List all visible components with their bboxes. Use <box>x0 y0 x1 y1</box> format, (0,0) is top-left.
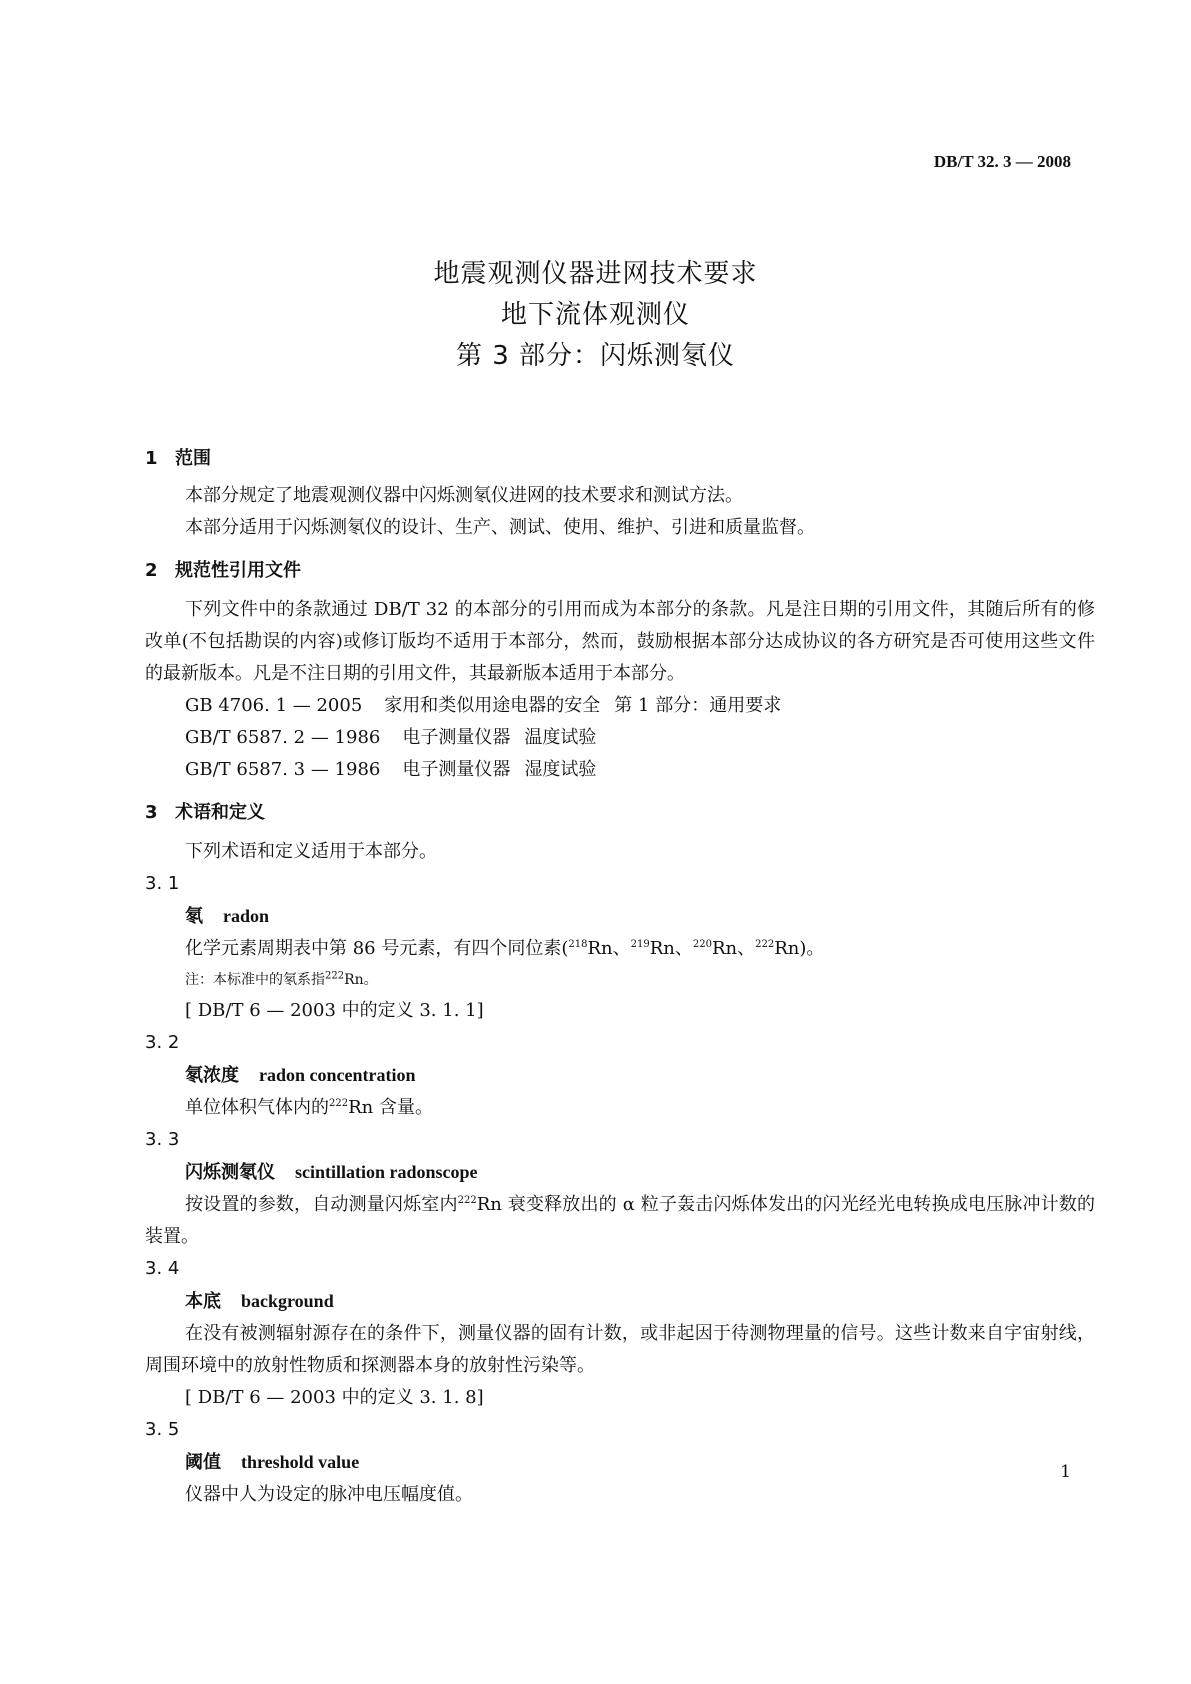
section-title: 范围 <box>175 448 211 469</box>
term-en: radon concentration <box>259 1065 416 1085</box>
section-title: 规范性引用文件 <box>175 560 301 581</box>
title-line-3: 第 3 部分：闪烁测氡仪 <box>455 341 736 371</box>
clause-number: 3. 2 <box>145 1032 180 1053</box>
term-zh: 本底 <box>185 1291 221 1312</box>
section-heading-1 <box>145 444 1095 478</box>
paragraph: 下列术语和定义适用于本部分。 <box>185 841 437 862</box>
paragraph: 本部分适用于闪烁测氡仪的设计、生产、测试、使用、维护、引进和质量监督。 <box>185 517 815 538</box>
standard-code: DB/T 32. 3 — 2008 <box>933 152 1071 171</box>
term-entry <box>145 1059 1095 1092</box>
term-definition: 按设置的参数，自动测量闪烁室内$^{222}$Rn 衰变释放出的 α 粒子轰击闪烁体发出的闪光经光电转换成电压脉冲计数的装置。 <box>145 1194 1095 1247</box>
term-en: threshold value <box>241 1452 360 1472</box>
section-number: 1 <box>145 448 158 469</box>
source-citation: [ DB/T 6 — 2003 中的定义 3. 1. 8] <box>185 1387 484 1408</box>
clause-number: 3. 4 <box>145 1258 180 1279</box>
reference-subtitle: 第 1 部分：通用要求 <box>614 695 782 716</box>
term-entry <box>145 1446 1095 1479</box>
term-entry <box>145 1285 1095 1318</box>
clause-number: 3. 5 <box>145 1419 180 1440</box>
term-definition: 在没有被测辐射源存在的条件下，测量仪器的固有计数，或非起因于待测物理量的信号。这些计数来自宇宙射线，周围环境中的放射性物质和探测器本身的放射性污染等。 <box>145 1323 1095 1376</box>
reference-subtitle: 湿度试验 <box>524 759 597 780</box>
term-entry <box>145 900 1095 933</box>
term-definition: 仪器中人为设定的脉冲电压幅度值。 <box>185 1484 473 1505</box>
section-heading-3 <box>145 798 1095 832</box>
section-number: 2 <box>145 560 158 581</box>
reference-item <box>145 722 1095 754</box>
source-citation: [ DB/T 6 — 2003 中的定义 3. 1. 1] <box>185 1000 484 1021</box>
reference-code: GB/T 6587. 2 — 1986 <box>185 727 381 748</box>
reference-subtitle: 温度试验 <box>524 727 597 748</box>
clause-number: 3. 3 <box>145 1129 180 1150</box>
term-zh: 氡 <box>185 906 203 927</box>
paragraph: 下列文件中的条款通过 DB/T 32 的本部分的引用而成为本部分的条款。凡是注日期的引用文件，其随后所有的修改单(不包括勘误的内容)或修订版均不适用于本部分，然而，鼓励根据本部分达成协议的各方研究是否可使用这些文件的最新版本。凡是不注日期的引用文件，其最新版本适用于本部分。 <box>145 599 1095 684</box>
section-heading-2 <box>145 556 1095 590</box>
reference-code: GB/T 6587. 3 — 1986 <box>185 759 381 780</box>
note: 注：本标准中的氡系指$^{222}$Rn。 <box>185 970 378 988</box>
section-number: 3 <box>145 802 158 823</box>
reference-code: GB 4706. 1 — 2005 <box>185 695 363 716</box>
term-zh: 闪烁测氡仪 <box>185 1162 275 1183</box>
reference-title: 家用和类似用途电器的安全 <box>384 695 601 716</box>
title-line-1: 地震观测仪器进网技术要求 <box>433 259 758 289</box>
reference-item <box>145 754 1095 786</box>
reference-title: 电子测量仪器 <box>402 759 511 780</box>
reference-item <box>145 690 1095 722</box>
page-number: 1 <box>1060 1462 1071 1482</box>
document-title <box>0 254 1191 377</box>
term-zh: 阈值 <box>185 1452 221 1473</box>
term-en: scintillation radonscope <box>295 1162 478 1182</box>
term-en: radon <box>223 906 270 926</box>
term-definition: 单位体积气体内的$^{222}$Rn 含量。 <box>185 1097 433 1118</box>
term-entry <box>145 1156 1095 1189</box>
document-body <box>145 444 1095 1511</box>
section-title: 术语和定义 <box>175 802 265 823</box>
clause-number: 3. 1 <box>145 873 180 894</box>
term-zh: 氡浓度 <box>185 1065 239 1086</box>
term-en: background <box>241 1291 334 1311</box>
reference-title: 电子测量仪器 <box>402 727 511 748</box>
paragraph: 本部分规定了地震观测仪器中闪烁测氡仪进网的技术要求和测试方法。 <box>185 485 743 506</box>
title-line-2: 地下流体观测仪 <box>500 300 690 330</box>
term-definition: 化学元素周期表中第 86 号元素，有四个同位素($^{218}$Rn、$^{219}$Rn、$^{220}$Rn、$^{222}$Rn)。 <box>185 938 825 959</box>
